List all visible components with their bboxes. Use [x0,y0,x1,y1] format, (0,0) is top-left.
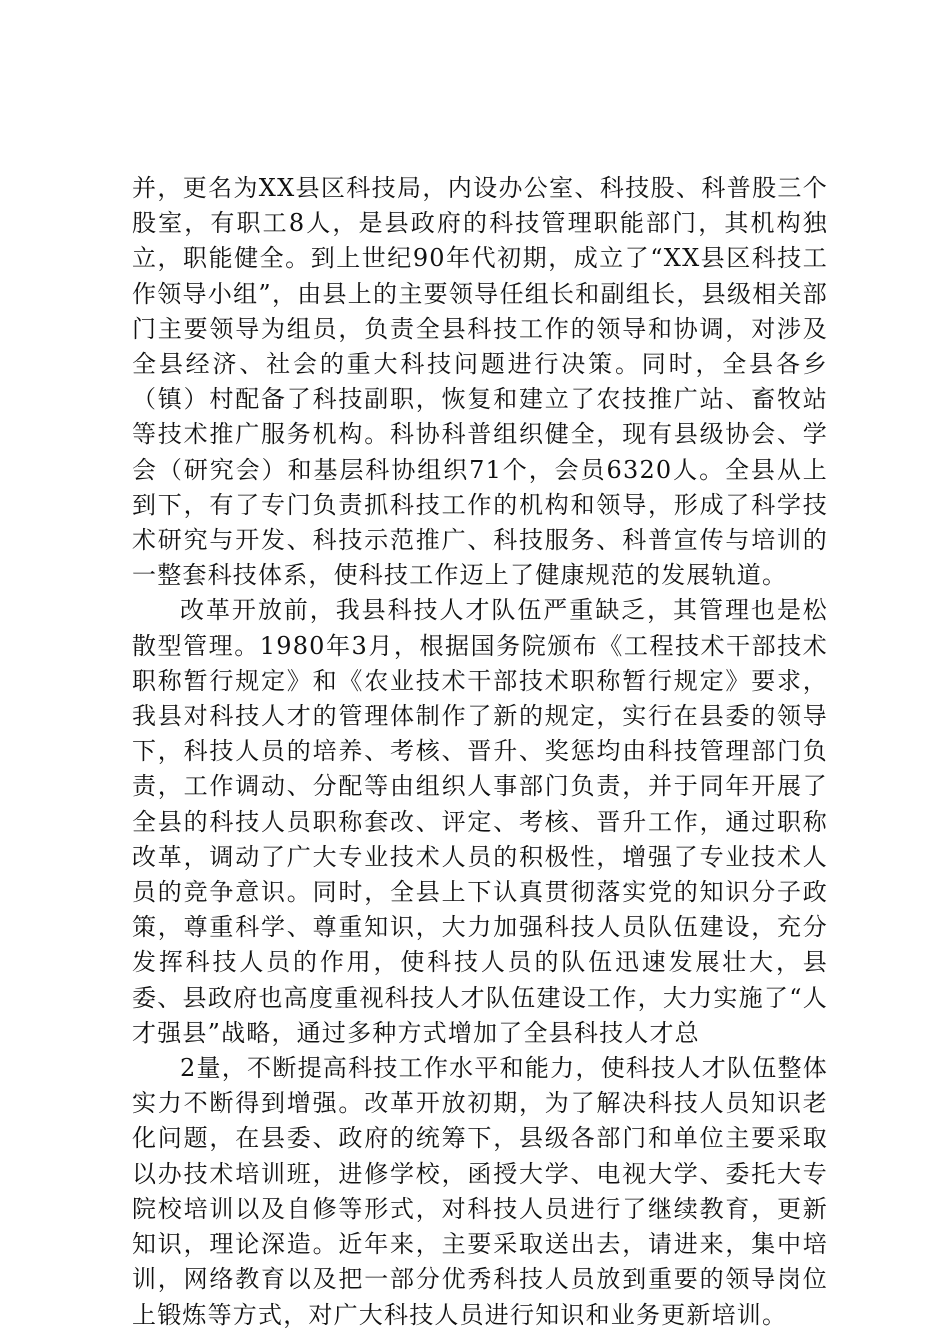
document-body [132,171,828,1333]
paragraph-2: 改革开放前，我县科技人才队伍严重缺乏，其管理也是松散型管理。1980年3月，根据国务院颁布《工程技术干部技术职称暂行规定》和《农业技术干部技术职称暂行规定》要求，我县对科技人才的管理体制作了新的规定，实行在县委的领导下，科技人员的培养、考核、晋升、奖惩均由科技管理部门负责，工作调动、分配等由组织人事部门负责，并于同年开展了全县的科技人员职称套改、评定、考核、晋升工作，通过职称改革，调动了广大专业技术人员的积极性，增强了专业技术人员的竞争意识。同时，全县上下认真贯彻落实党的知识分子政策，尊重科学、尊重知识，大力加强科技人员队伍建设，充分发挥科技人员的作用，使科技人员的队伍迅速发展壮大，县委、县政府也高度重视科技人才队伍建设工作，大力实施了“人才强县”战略，通过多种方式增加了全县科技人才总 [132,596,828,1047]
paragraph-1: 并，更名为XX县区科技局，内设办公室、科技股、科普股三个股室，有职工8人，是县政府的科技管理职能部门，其机构独立，职能健全。到上世纪90年代初期，成立了“XX县区科技工作领导小组”，由县上的主要领导任组长和副组长，县级相关部门主要领导为组员，负责全县科技工作的领导和协调，对涉及全县经济、社会的重大科技问题进行决策。同时，全县各乡（镇）村配备了科技副职，恢复和建立了农技推广站、畜牧站等技术推广服务机构。科协科普组织健全，现有县级协会、学会（研究会）和基层科协组织71个，会员6320人。全县从上到下，有了专门负责抓科技工作的机构和领导，形成了科学技术研究与开发、科技示范推广、科技服务、科普宣传与培训的一整套科技体系，使科技工作迈上了健康规范的发展轨道。 [132,174,828,590]
paragraph-3: 2量，不断提高科技工作水平和能力，使科技人才队伍整体实力不断得到增强。改革开放初期，为了解决科技人员知识老化问题，在县委、政府的统筹下，县级各部门和单位主要采取以办技术培训班，进修学校，函授大学、电视大学、委托大专院校培训以及自修等形式，对科技人员进行了继续教育，更新知识，理论深造。近年来，主要采取送出去，请进来，集中培训，网络教育以及把一部分优秀科技人员放到重要的领导岗位上锻炼等方式，对广大科技人员进行知识和业务更新培训。 [132,1054,828,1329]
